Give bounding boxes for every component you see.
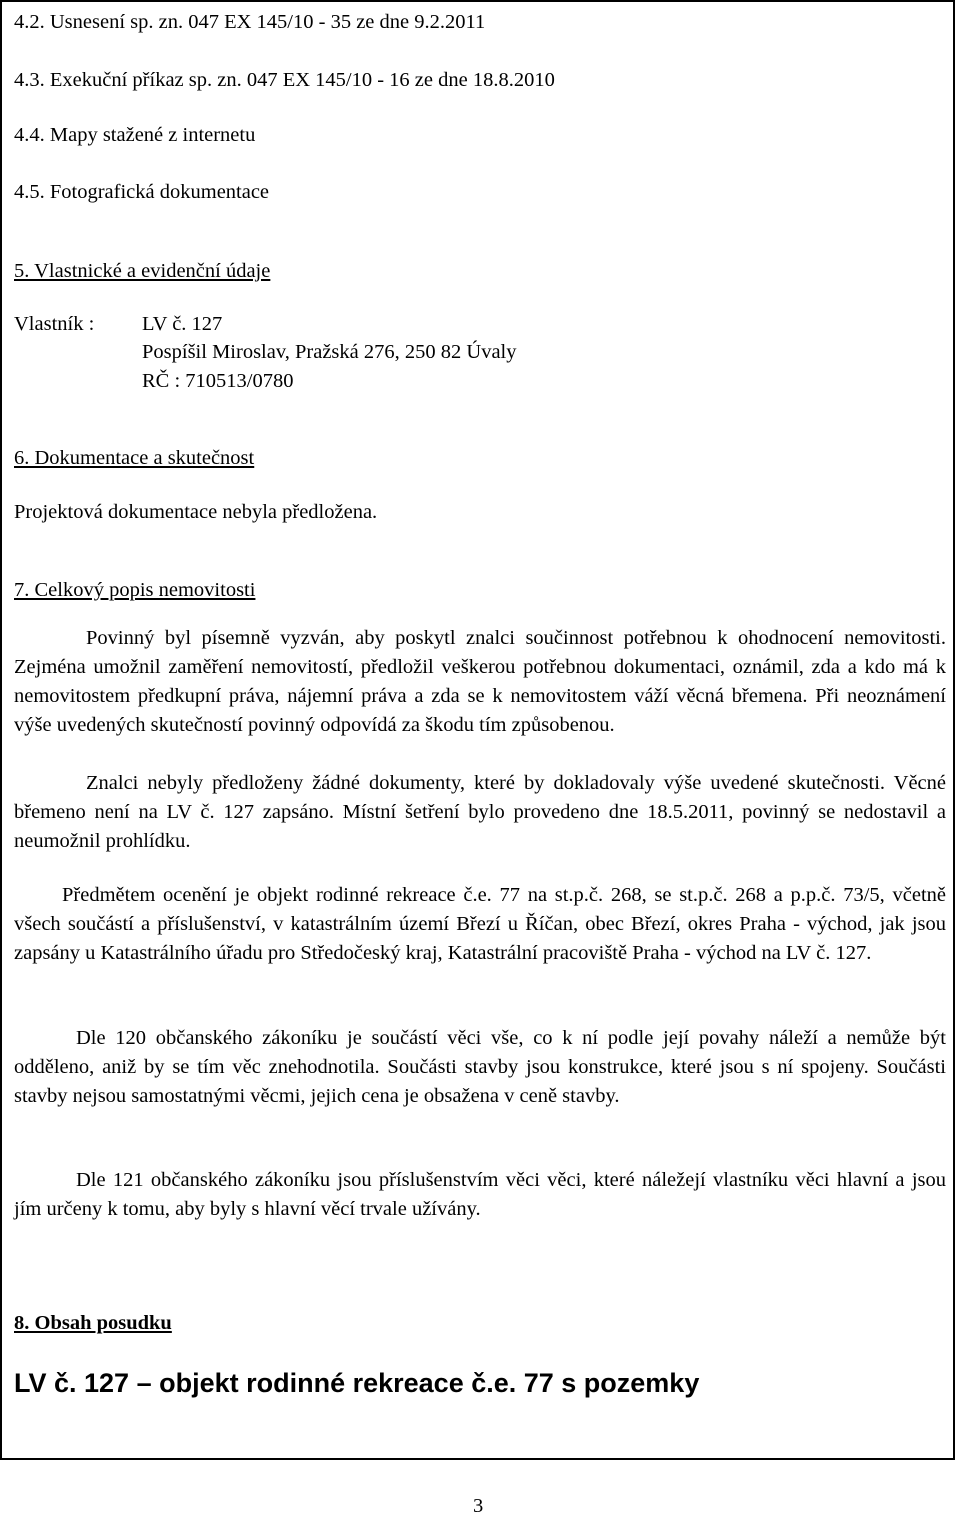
section-8-subject: LV č. 127 – objekt rodinné rekreace č.e. 77 s pozemky (14, 1368, 700, 1398)
owner-rc: RČ : 710513/0780 (142, 370, 294, 392)
section-7-paragraph-2: Znalci nebyly předloženy žádné dokumenty, které by dokladovaly výše uvedené skutečnosti. Věcné břemeno není na LV č. 127 zapsáno. Místní šetření bylo provedeno dne 18.5.2011, povinný se nedostavil a neumožnil prohlídku. (14, 772, 946, 852)
section-8-heading: 8. Obsah posudku (14, 1312, 172, 1334)
owner-label: Vlastník : (14, 313, 95, 335)
page-number: 3 (473, 1495, 484, 1517)
section-7-paragraph-1: Povinný byl písemně vyzván, aby poskytl znalci součinnost potřebnou k ohodnocení nemovitosti. Zejména umožnil zaměření nemovitostí, předložil veškerou potřebnou dokumentaci, oznámil, zda a kdo má k nemovitostem předkupní práva, nájemní práva a zda se k nemovitostem váží věcná břemena. Při neoznámení výše uvedených skutečností povinný odpovídá za škodu tím způsobenou. (14, 627, 946, 736)
owner-lv: LV č. 127 (142, 313, 223, 335)
section-7-paragraph-5: Dle 121 občanského zákoníku jsou příslušenstvím věci věci, které náležejí vlastníku věci hlavní a jsou jím určeny k tomu, aby byly s hlavní věcí trvale užívány. (14, 1169, 946, 1220)
section-7-paragraph-3: Předmětem ocenění je objekt rodinné rekreace č.e. 77 na st.p.č. 268, se st.p.č. 268 a p.p.č. 73/5, včetně všech součástí a příslušenství, v katastrálním území Březí u Říčan, obec Březí, okres Praha - východ, jak jsou zapsány u Katastrálního úřadu pro Středočeský kraj, Katastrální pracoviště Praha - východ na LV č. 127. (14, 884, 946, 964)
attachment-item-4-2: 4.2. Usnesení sp. zn. 047 EX 145/10 - 35 ze dne 9.2.2011 (14, 11, 486, 33)
section-6-text: Projektová dokumentace nebyla předložena. (14, 501, 378, 523)
attachment-item-4-5: 4.5. Fotografická dokumentace (14, 181, 270, 203)
section-6-heading: 6. Dokumentace a skutečnost (14, 447, 255, 469)
attachment-item-4-3: 4.3. Exekuční příkaz sp. zn. 047 EX 145/10 - 16 ze dne 18.8.2010 (14, 69, 555, 91)
section-7-paragraph-4: Dle 120 občanského zákoníku je součástí věci vše, co k ní podle její povahy náleží a nemůže být odděleno, aniž by se tím věc znehodnotila. Součásti stavby jsou konstrukce, které jsou s ní spojeny. Součásti stavby nejsou samostatnými věcmi, jejich cena je obsažena v ceně stavby. (14, 1027, 946, 1107)
section-7-heading: 7. Celkový popis nemovitosti (14, 579, 256, 601)
section-5-heading: 5. Vlastnické a evidenční údaje (14, 260, 271, 282)
owner-name: Pospíšil Miroslav, Pražská 276, 250 82 Úvaly (142, 341, 517, 363)
attachment-item-4-4: 4.4. Mapy stažené z internetu (14, 124, 256, 146)
